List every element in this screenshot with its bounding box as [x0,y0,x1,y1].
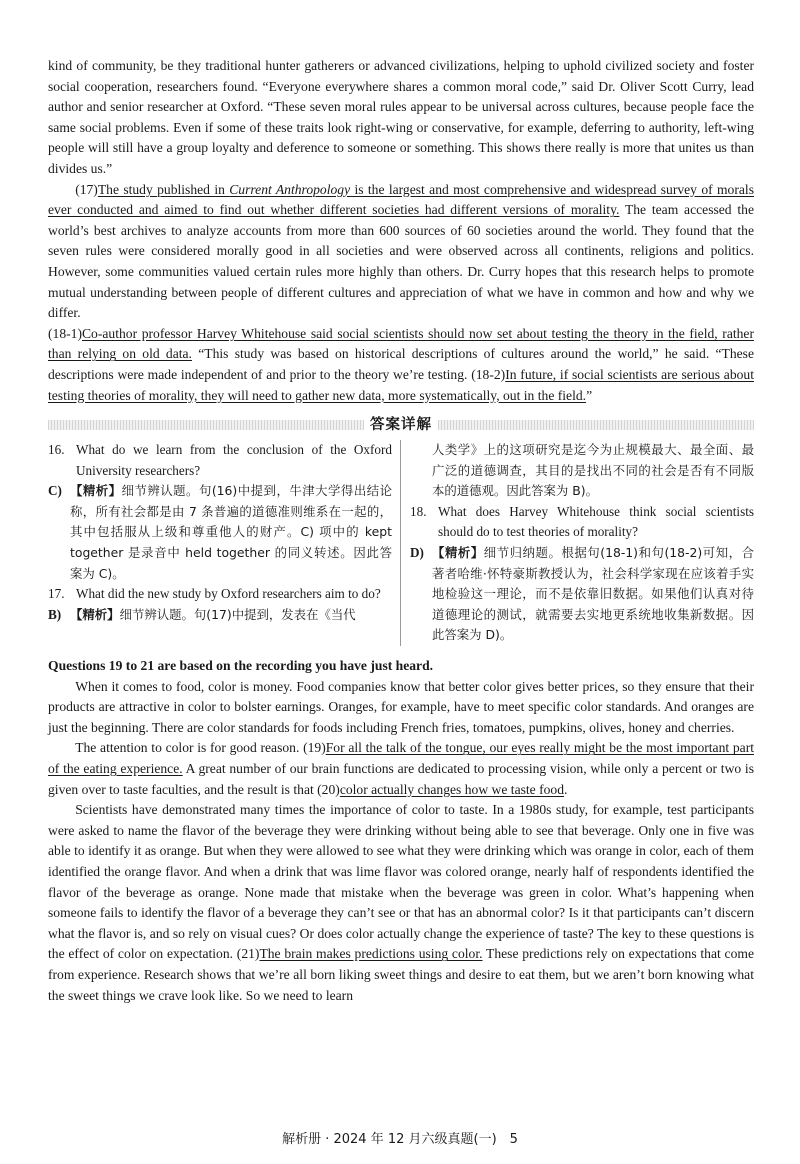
answers-left-column [48,440,401,646]
key-sentence-19: For all the talk of the tongue, our eyes really might be the most important part of the eating experience. [48,740,755,776]
journal-title: Current Anthropology [229,181,351,197]
passage-paragraph-3: (18-1)Co-author professor Harvey Whitehouse said social scientists should now set about testing the theory in the field, rather than relying on old data. “This study was based on historical descriptions of cultures around the world,” he said. “These descriptions were made independent of and prior to the theory we’re testing. (18-2)In future, if social scientists are serious about testing theories of morality, they will need to gather new data, more systematically, out in the field.” [48,325,754,403]
answer-16: C) 【精析】细节辨认题。句(16)中提到，牛津大学得出结论称，所有社会都是由 7 条普遍的道德准则维系在一起的，其中包括服从上级和尊重他人的财产。C) 项中的 kept together 是录音中 held together 的同义转述。因此答案为 C)。 [48,483,392,581]
answers-columns [48,440,754,646]
sentence-tag-20: (20) [317,781,340,797]
section-heading: Questions 19 to 21 are based on the recording you have just heard. [48,658,434,674]
sentence-tag-18-1: (18-1) [48,325,82,341]
passage-paragraph-1: kind of community, be they traditional hunter gatherers or advanced civilizations, helping to uphold civilized society and foster social cooperation, researchers found. “Everyone everywhere shares a common moral code,” said Dr. Oliver Scott Curry, lead author and senior researcher at Oxford. “These seven moral rules appear to be universal across cultures, because people face the same social problems. Even if some of these traits look right-wing or conservative, for example, deferring to authority, left-wing people will still have a group loyalty and deference to someone or something. This shows there really is more that unites us than divides us.” [48,58,754,176]
page [48,56,754,1006]
answer-18: D) 【精析】细节归纳题。根据句(18-1)和句(18-2)可知，合著者哈维·怀特豪斯教授认为，社会科学家现在应该着手实地检验这一理论，而不是依靠旧数据。如果他们认真对待道德理论的测试，就需要去实地更系统地收集新数据。因此答案为 D)。 [410,545,755,643]
key-sentence-20: color actually changes how we taste food [339,781,565,797]
recording-paragraph-3: Scientists have demonstrated many times the importance of color to taste. In a 1980s study, for example, test participants were asked to name the flavor of the beverage they were drinking without being able to see that beverage. Only one in five was able to identify it as orange. But when they were allowed to see what they were drinking which was orange in color, each of them identified the orange flavor. And when a drink that was lime flavor was colored orange, nearly half of respondents identified the flavor of the beverage as orange. None made that mistake when the beverage was green in color. What’s happening when someone fails to identify the flavor of a beverage they can’t see or that has an abnormal color? Is it that participants can’t discern what the flavor is, and so rely on visual cues? Or does color actually change the experience of taste? The key to these questions is the effect of color on expectation. (21)The brain makes predictions using color. These predictions rely on expectations that come from experience. Research shows that we’re all born liking sweet things and desire to eat them, but we aren’t born knowing what the sweet things we crave look like. So we need to learn [48,802,754,1003]
sentence-tag-21: (21) [236,946,260,962]
page-footer: 解析册 · 2024 年 12 月六级真题(一) 5 [282,1132,518,1147]
sentence-tag-18-2: (18-2) [471,366,506,382]
passage-paragraph-2: (17)The study published in Current Anthropology is the largest and most comprehensive and widespread survey of morals ever conducted and aimed to find out whether different societies had different versions of morality. The team accessed the world’s best archives to analyze accounts from more than 600 sources of 60 societies around the world. They found that the seven rules were considered morally good in all societies and were observed across all continents, religions and politics. However, some communities valued certain rules more highly than others. Dr. Curry hopes that this research helps to promote mutual understanding between people of different cultures and appreciation of what we have in common and how and why we differ. [48,181,754,321]
answers-right-column [401,440,754,646]
question-18: 18. What does Harvey Whitehouse think social scientists should do to test theories of morality? [410,503,754,540]
recording-paragraph-2: The attention to color is for good reason. (19)For all the talk of the tongue, our eyes really might be the most important part of the eating experience. A great number of our brain functions are dedicated to processing vision, while only a percent or two is given over to taste faculties, and the result is that (20)color actually changes how we taste food. [48,740,755,797]
key-sentence-18-1: Co-author professor Harvey Whitehouse said social scientists should now set about testing the theory in the field, rather than relying on old data. [48,325,754,362]
answers-section-header [48,414,754,436]
sentence-tag-17: (17) [75,181,98,197]
answers-title: 答案详解 [364,414,438,436]
key-sentence-21: The brain makes predictions using color. [259,946,483,962]
key-sentence-17: The study published in Current Anthropology is the largest and most comprehensive and widespread survey of morals ever conducted and aimed to find out whether different societies had different versions of morality. [48,181,754,218]
question-17: 17. What did the new study by Oxford researchers aim to do? [48,586,381,602]
key-sentence-18-2: In future, if social scientists are serious about testing theories of morality, they will need to gather new data, more systematically, out in the field. [48,366,754,403]
question-16: 16. What do we learn from the conclusion of the Oxford University researchers? [48,442,392,478]
answer-17: B) 【精析】细节辨认题。句(17)中提到，发表在《当代 [48,606,356,622]
sentence-tag-19: (19) [303,740,326,756]
recording-paragraph-1: When it comes to food, color is money. Food companies know that better color gives better prices, so they ensure that their products are attractive in color to bolster earnings. Oranges, for example, have to meet specific color standards. And oranges are just the beginning. There are color standards for foods including French fries, tomatoes, pumpkins, olives, honey and cherries. [48,678,754,735]
answer-17-continued: 人类学》上的这项研究是迄今为止规模最大、最全面、最广泛的道德调查，其目的是找出不同的社会是否有不同版本的道德观。因此答案为 B)。 [432,442,754,499]
